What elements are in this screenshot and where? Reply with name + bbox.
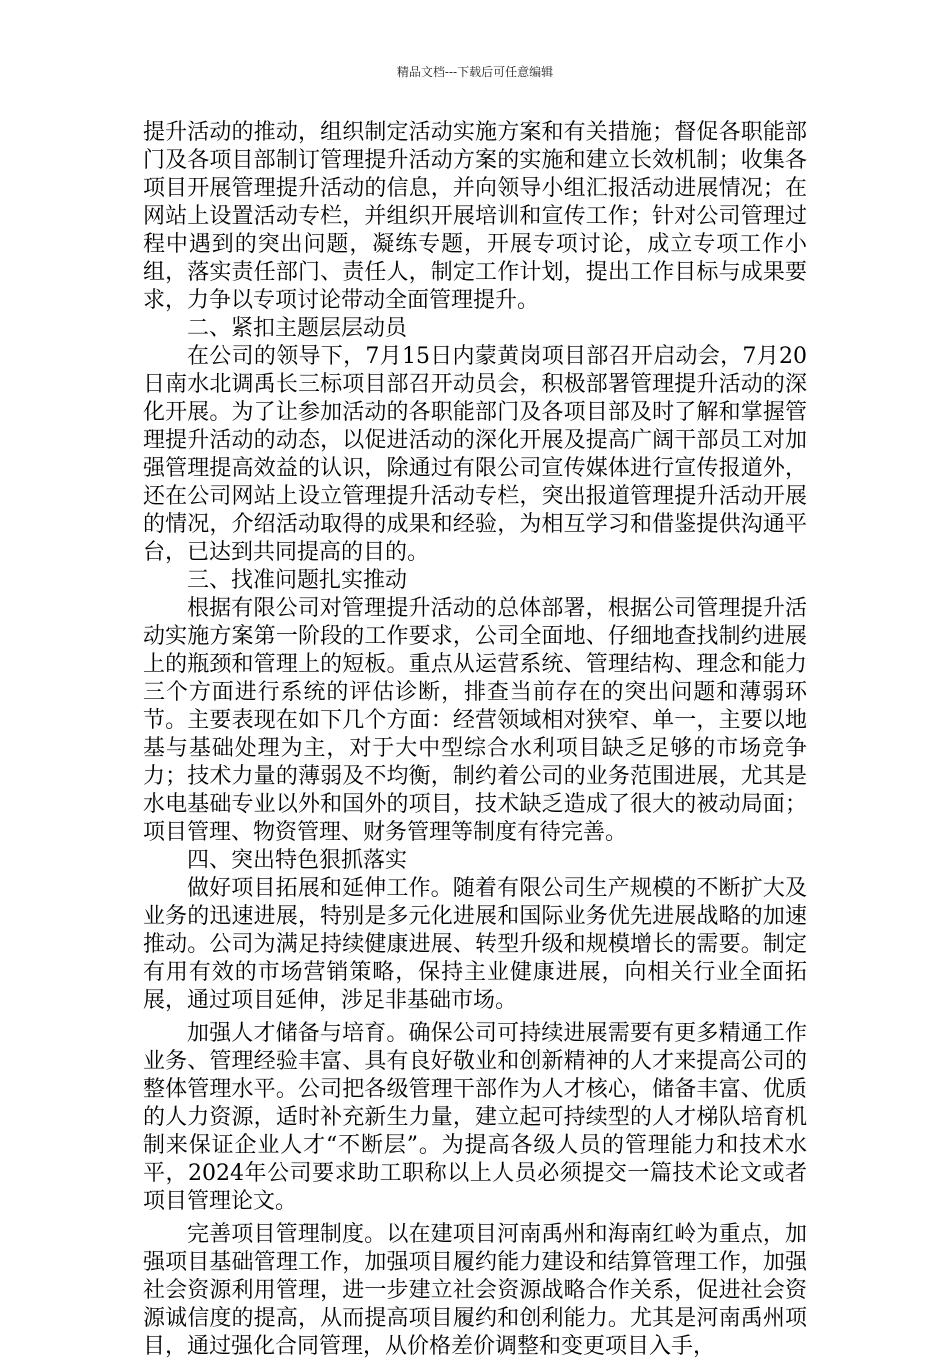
paragraph-talent-reserve: 加强人才储备与培育。确保公司可持续进展需要有更多精通工作业务、管理经验丰富、具有良好敬业和创新精神的人才来提高公司的整体管理水平。公司把各级管理干部作为人才核心，储备丰富、优质的人力资源，适时补充新生力量，建立起可持续型的人才梯队培育机制来保证企业人才“不断层”。为提高各级人员的管理能力和技术水平，2024年公司要求助工职称以上人员必须提交一篇技术论文或者项目管理论文。 — [143, 1021, 807, 1214]
section-heading-4: 四、突出特色狠抓落实 — [187, 848, 408, 873]
document-body — [143, 119, 807, 1361]
paragraph-section-3: 根据有限公司对管理提升活动的总体部署，根据公司管理提升活动实施方案第一阶段的工作要求，公司全面地、仔细地查找制约进展上的瓶颈和管理上的短板。重点从运营系统、管理结构、理念和能力三个方面进行系统的评估诊断，排查当前存在的突出问题和薄弱环节。主要表现在如下几个方面：经营领域相对狭窄、单一，主要以地基与基础处理为主，对于大中型综合水利项目缺乏足够的市场竞争力；技术力量的薄弱及不均衡，制约着公司的业务范围进展，尤其是水电基础专业以外和国外的项目，技术缺乏造成了很大的被动局面；项目管理、物资管理、财务管理等制度有待完善。 — [143, 596, 807, 845]
section-heading-2: 二、紧扣主题层层动员 — [187, 316, 408, 341]
paragraph-section-2: 在公司的领导下，7月15日内蒙黄岗项目部召开启动会，7月20日南水北调禹长三标项目部召开动员会，积极部署管理提升活动的深化开展。为了让参加活动的各职能部门及各项目部及时了解和掌握管理提升活动的动态，以促进活动的深化开展及提高广阔干部员工对加强管理提高效益的认识，除通过有限公司宣传媒体进行宣传报道外，还在公司网站上设立管理提升活动专栏，突出报道管理提升活动开展的情况，介绍活动取得的成果和经验，为相互学习和借鉴提供沟通平台，已达到共同提高的目的。 — [143, 344, 807, 565]
paragraph-intro: 提升活动的推动，组织制定活动实施方案和有关措施；督促各职能部门及各项目部制订管理提升活动方案的实施和建立长效机制；收集各项目开展管理提升活动的信息，并向领导小组汇报活动进展情况；在网站上设置活动专栏，并组织开展培训和宣传工作；针对公司管理过程中遇到的突出问题，凝练专题，开展专项讨论，成立专项工作小组，落实责任部门、责任人，制定工作计划，提出工作目标与成果要求，力争以专项讨论带动全面管理提升。 — [143, 120, 807, 313]
section-heading-3: 三、找准问题扎实推动 — [187, 568, 408, 593]
page-header: 精品文档---下载后可任意编辑 — [396, 65, 554, 79]
paragraph-project-management: 完善项目管理制度。以在建项目河南禹州和海南红岭为重点，加强项目基础管理工作，加强项目履约能力建设和结算管理工作，加强社会资源利用管理，进一步建立社会资源战略合作关系，促进社会资源诚信度的提高，从而提高项目履约和创利能力。尤其是河南禹州项目，通过强化合同管理，从价格差价调整和变更项目入手， — [143, 1222, 807, 1359]
paragraph-project-expansion: 做好项目拓展和延伸工作。随着有限公司生产规模的不断扩大及业务的迅速进展，特别是多元化进展和国际业务优先进展战略的加速推动。公司为满足持续健康进展、转型升级和规模增长的需要。制定有用有效的市场营销策略，保持主业健康进展，向相关行业全面拓展，通过项目延伸，涉足非基础市场。 — [143, 876, 807, 1013]
